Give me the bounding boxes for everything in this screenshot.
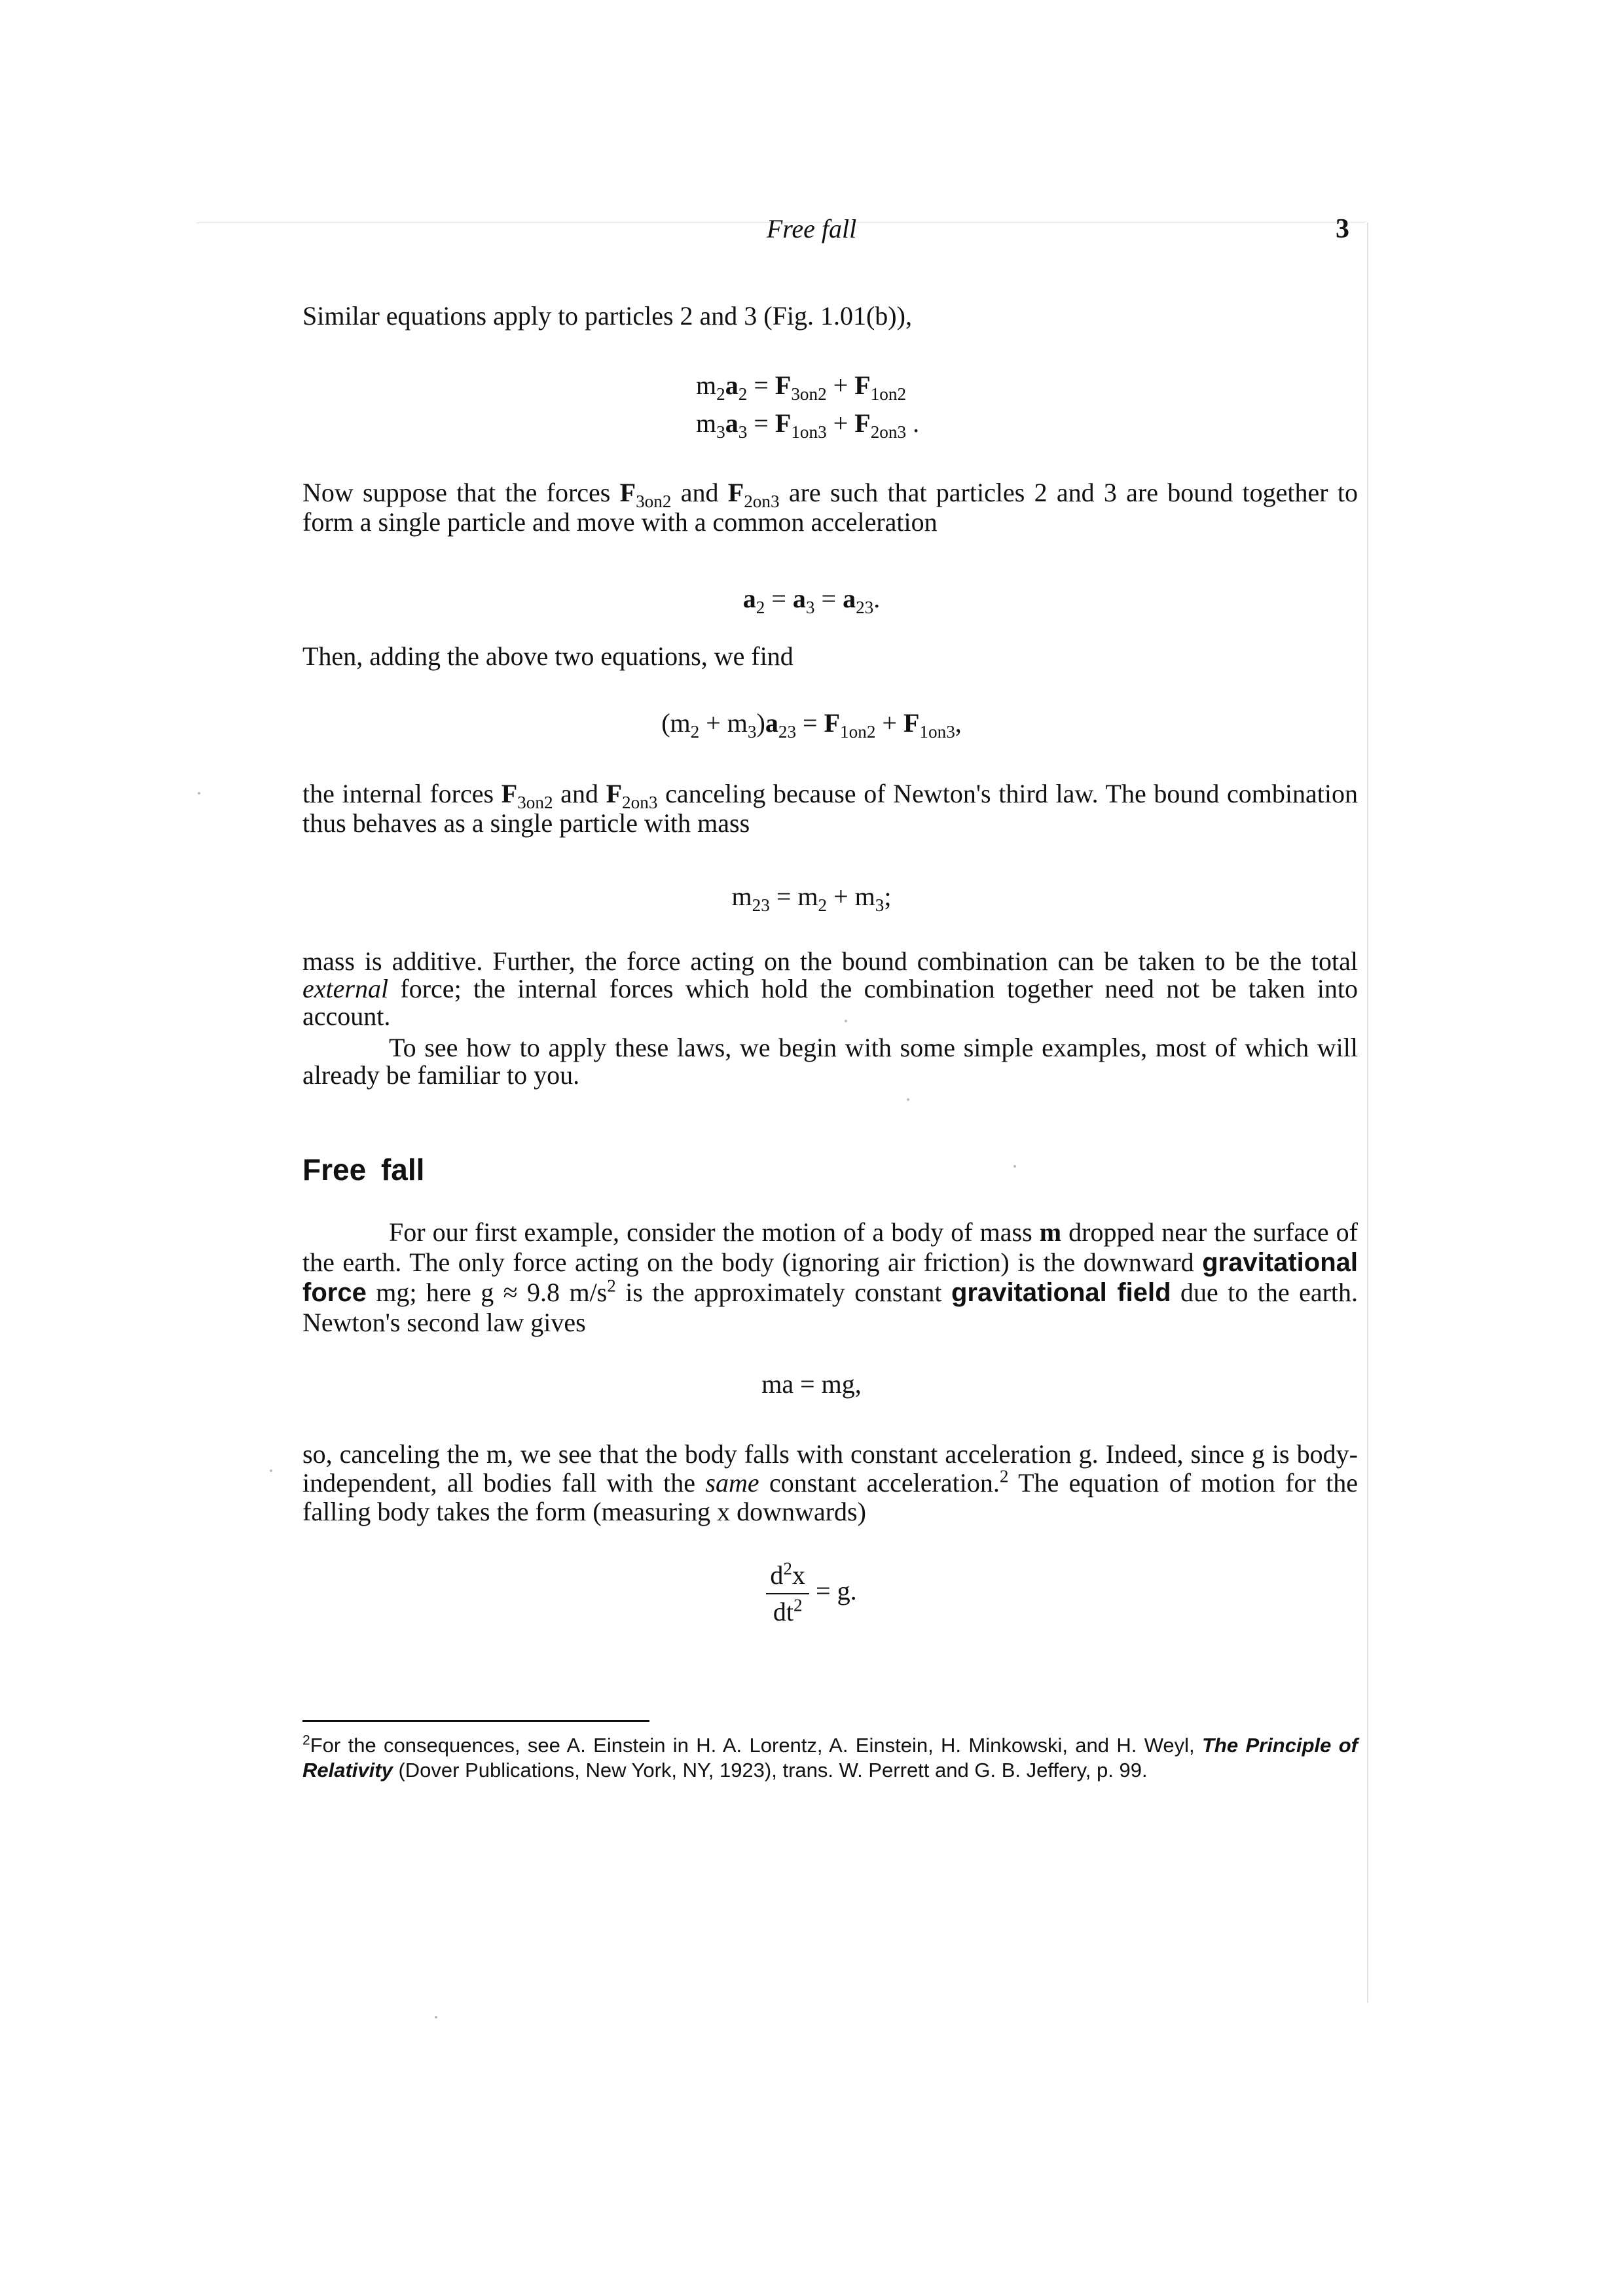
- equation-motion-particles: [696, 367, 919, 442]
- equation-free-fall: $\frac{d^2x}{dt^2}$ = g.: [0, 1558, 1623, 1630]
- paragraph-5: mass is additive. Further, the force acting on the bound combination can be taken to be the total external force; the internal forces which hold the combination together need not be taken into account.: [302, 946, 1358, 1031]
- equation-row-1: $m_2a_2 = F_{3on2} + F_{1on2}$: [696, 370, 907, 404]
- equation-sum: $(m_2 + m_3)a_{23} = F_{1on2} + F_{1on3}$,: [661, 708, 962, 742]
- paragraph-2: Now suppose that the forces $F_{3on2}$ and $F_{2on3}$ are such that particles 2 and 3 are bound together to form a single particle and move with a common acceleration: [302, 478, 1358, 537]
- paragraph-8: so, canceling the m, we see that the body falls with constant acceleration g. Indeed, since g is body-independent, all bodies fall with the same constant acceleration.$^2$ The equation of motion for the falling body takes the form (measuring x downwards): [302, 1439, 1358, 1526]
- section-heading: Free fall: [302, 1153, 425, 1187]
- scan-speck: [198, 792, 200, 795]
- footnote-rule: [302, 1720, 649, 1722]
- running-title: Free fall: [766, 214, 857, 243]
- equation-newton-second-law: ma = mg,: [761, 1369, 862, 1399]
- scan-speck: [270, 1469, 272, 1472]
- scan-speck: [1013, 1165, 1016, 1168]
- paragraph-3: Then, adding the above two equations, we find: [302, 641, 793, 671]
- footnote-reference: 2: [999, 1466, 1009, 1486]
- second-derivative-fraction: $\frac{d^2x}{dt^2}$: [766, 1558, 809, 1630]
- paragraph-1: Similar equations apply to particles 2 and 3 (Fig. 1.01(b)),: [302, 301, 912, 331]
- paragraph-6: To see how to apply these laws, we begin with some simple examples, most of which will already be familiar to you.: [302, 1033, 1358, 1090]
- page-number: 3: [1336, 214, 1349, 244]
- equation-row-2: $m_3a_3 = F_{1on3} + F_{2on3}$ .: [696, 408, 920, 442]
- scan-speck: [435, 2016, 437, 2018]
- scan-speck: [845, 1020, 847, 1022]
- paragraph-4: the internal forces $F_{3on2}$ and $F_{2on3}$ canceling because of Newton's third law. The bound combination thus behaves as a single particle with mass: [302, 779, 1359, 838]
- margin-rule: [1367, 223, 1368, 2003]
- paragraph-7: For our first example, consider the motion of a body of mass m dropped near the surface of the earth. The only force acting on the body (ignoring air friction) is the downward gravitational force mg; here g ≈ 9.8 $m/s^2$ is the approximately constant gravitational field due to the earth. Newton's second law gives: [302, 1217, 1359, 1337]
- equation-common-acceleration: $a_2 = a_3 = a_{23}$.: [742, 584, 881, 617]
- footnote: $^2$For the consequences, see A. Einstein in H. A. Lorentz, A. Einstein, H. Minkowski, and H. Weyl, The Principle of Relativity (Dover Publications, New York, NY, 1923), trans. W. Perrett and G. B. Jeffery, p. 99.: [302, 1732, 1358, 1782]
- scan-speck: [907, 1098, 909, 1101]
- footnote-mark: 2: [302, 1732, 310, 1748]
- equation-mass-additive: $m_{23} = m_2 + m_3$;: [731, 882, 892, 915]
